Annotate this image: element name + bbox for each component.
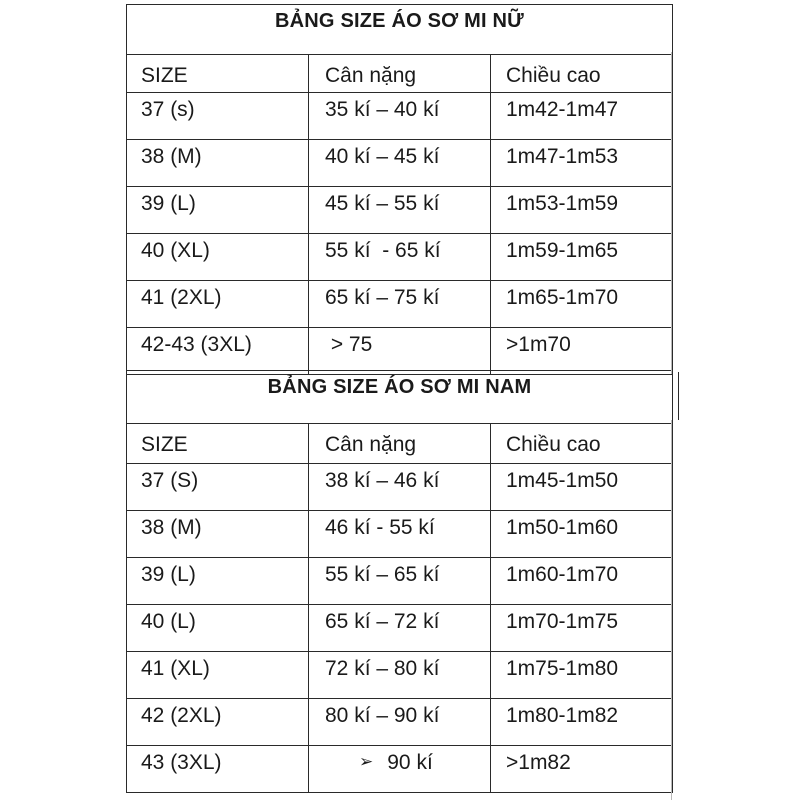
height-cell: 1m45-1m50 — [491, 464, 673, 511]
height-cell: 1m80-1m82 — [491, 699, 673, 746]
weight-cell: > 75 — [309, 328, 491, 375]
size-cell: 39 (L) — [127, 187, 309, 234]
height-cell: 1m47-1m53 — [491, 140, 673, 187]
header-size: SIZE — [127, 424, 309, 464]
weight-cell: 55 kí – 65 kí — [309, 558, 491, 605]
weight-cell: 35 kí – 40 kí — [309, 93, 491, 140]
men-table-title: BẢNG SIZE ÁO SƠ MI NAM — [127, 371, 673, 424]
table-row — [127, 511, 673, 558]
size-cell: 38 (M) — [127, 511, 309, 558]
height-cell: 1m60-1m70 — [491, 558, 673, 605]
height-cell: 1m50-1m60 — [491, 511, 673, 558]
size-chart-sheet — [126, 4, 673, 794]
weight-cell: 40 kí – 45 kí — [309, 140, 491, 187]
height-cell: 1m59-1m65 — [491, 234, 673, 281]
size-cell: 43 (3XL) — [127, 746, 309, 793]
header-height: Chiều cao — [491, 424, 673, 464]
weight-cell: 45 kí – 55 kí — [309, 187, 491, 234]
weight-cell: 38 kí – 46 kí — [309, 464, 491, 511]
table-row — [127, 699, 673, 746]
men-table-right-edge — [671, 420, 672, 800]
weight-cell: 65 kí – 75 kí — [309, 281, 491, 328]
table-row — [127, 605, 673, 652]
size-cell: 42 (2XL) — [127, 699, 309, 746]
size-cell: 39 (L) — [127, 558, 309, 605]
women-shirt-size-table — [126, 4, 673, 375]
table-row — [127, 140, 673, 187]
table-row — [127, 652, 673, 699]
women-table-title-row — [127, 5, 673, 55]
table-row — [127, 187, 673, 234]
table-row — [127, 93, 673, 140]
weight-cell: 55 kí - 65 kí — [309, 234, 491, 281]
height-cell: >1m82 — [491, 746, 673, 793]
table-row — [127, 746, 673, 793]
height-cell: >1m70 — [491, 328, 673, 375]
weight-cell: 65 kí – 72 kí — [309, 605, 491, 652]
size-cell: 38 (M) — [127, 140, 309, 187]
weight-cell: 46 kí - 55 kí — [309, 511, 491, 558]
men-shirt-size-table — [126, 370, 673, 793]
table-row — [127, 234, 673, 281]
size-cell: 37 (s) — [127, 93, 309, 140]
table-row — [127, 464, 673, 511]
men-table-title-edge — [678, 372, 679, 420]
size-cell: 42-43 (3XL) — [127, 328, 309, 375]
height-cell: 1m65-1m70 — [491, 281, 673, 328]
weight-cell: 80 kí – 90 kí — [309, 699, 491, 746]
women-table-title: BẢNG SIZE ÁO SƠ MI NỮ — [127, 5, 673, 55]
men-table-title-row — [127, 371, 673, 424]
size-cell: 40 (XL) — [127, 234, 309, 281]
size-cell: 41 (XL) — [127, 652, 309, 699]
women-table-right-edge — [671, 52, 672, 374]
weight-cell — [309, 746, 491, 793]
size-cell: 37 (S) — [127, 464, 309, 511]
header-weight: Cân nặng — [309, 55, 491, 93]
height-cell: 1m53-1m59 — [491, 187, 673, 234]
header-height: Chiều cao — [491, 55, 673, 93]
arrow-bullet-icon: ➢ — [359, 752, 374, 771]
women-table-header-row — [127, 55, 673, 93]
weight-value: 90 kí — [387, 751, 433, 774]
table-row — [127, 558, 673, 605]
size-cell: 41 (2XL) — [127, 281, 309, 328]
height-cell: 1m75-1m80 — [491, 652, 673, 699]
header-size: SIZE — [127, 55, 309, 93]
men-table-header-row — [127, 424, 673, 464]
table-row — [127, 281, 673, 328]
size-cell: 40 (L) — [127, 605, 309, 652]
weight-cell: 72 kí – 80 kí — [309, 652, 491, 699]
header-weight: Cân nặng — [309, 424, 491, 464]
height-cell: 1m70-1m75 — [491, 605, 673, 652]
table-row — [127, 328, 673, 375]
height-cell: 1m42-1m47 — [491, 93, 673, 140]
